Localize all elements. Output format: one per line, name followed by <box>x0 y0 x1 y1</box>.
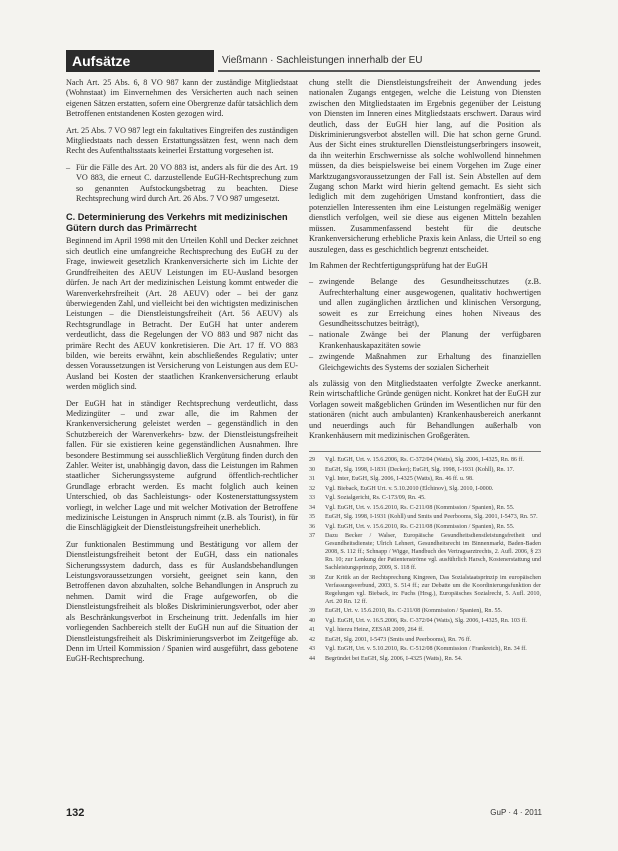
footnote-number: 35 <box>309 514 316 521</box>
footnote-text: Vgl. hierzu Heinz, ZESAR 2009, 264 ff. <box>325 627 424 634</box>
footnote-number: 42 <box>309 636 316 643</box>
footnote-text: Vgl. Bieback, EuGH Urt. v. 5.10.2010 (Elchinov), Slg. 2010, I-0000. <box>325 485 494 492</box>
footnote <box>309 523 541 531</box>
footnote-number: 31 <box>309 476 316 483</box>
right-column <box>309 78 541 664</box>
footnote <box>309 466 541 474</box>
footnote <box>309 456 541 464</box>
list-item: – zwingende Belange des Gesundheitsschutzes (z.B. Aufrechterhaltung einer ausgewogenen, qualitativ hochwertigen und allen zugänglichen ärztlichen und klinischen Versorgung, soweit es zur Erreichung eines hohen Niveaus des Gesundheitsschutzes beiträgt), <box>309 277 541 329</box>
footnote-text: Vgl. Sozialgericht, Rs. C-173/09, Rn. 45. <box>325 495 426 502</box>
page-number: 132 <box>66 807 85 819</box>
footnote-text: Vgl. EuGH, Urt. v. 15.6.2006, Rs. C-372/04 (Watts), Slg. 2006, I-4325, Rn. 86 ff. <box>325 457 524 464</box>
footnote <box>309 485 541 493</box>
paragraph: Der EuGH hat in ständiger Rechtsprechung verdeutlicht, dass Medizingüter – und zwar alle, die im Rahmen der Krankenversicherung geleistet werden – gegenständlich in den Schutzbereich der Warenverkehrs- bzw. der Dienstleistungsfreiheit fallen. Für sie existieren keine gegenständlichen Ausnahmen. Ihre besondere Bestimmung sei ausschließlich Vergütung finden durch den Zahler. Weiter ist, unabhängig davon, dass die Leistungen im Rahmen staatlicher Sicherungssysteme aufgrund öffentlich-rechtlicher Grundlage erbracht werden. Es macht folglich auch keinen Unterschied, ob das Sachleistungs- oder Kostenerstattungssystem vorliegt, in welcher Lage und mit welcher Motivation der Betroffene medizinische Leistungen in Anspruch nimmt (z.B. als Tourist), in für die Einschlägigkeit der Dienstleistungsfreiheit unerheblich. <box>66 398 298 533</box>
footnote <box>309 475 541 483</box>
footnote-number: 30 <box>309 466 316 473</box>
running-title: Vießmann · Sachleistungen innerhalb der EU <box>218 50 540 72</box>
footnote-number: 36 <box>309 523 316 530</box>
list-item: – nationale Zwänge bei der Planung der verfügbaren Krankenhauskapazitäten sowie <box>309 330 541 351</box>
footnote-number: 38 <box>309 574 316 581</box>
section-heading: C. Determinierung des Verkehrs mit medizinischen Gütern durch das Primärrecht <box>66 212 288 234</box>
footnote-text: Vgl. EuGH, Urt. v. 5.10.2010, Rs. C-512/08 (Kommission / Frankreich), Rn. 34 ff. <box>325 646 527 653</box>
footnote-number: 37 <box>309 533 316 540</box>
footnote-text: Vgl. EuGH, Urt. v. 15.6.2010, Rs. C-211/08 (Kommission / Spanien), Rn. 55. <box>325 504 515 511</box>
section-label: Aufsätze <box>66 50 214 72</box>
footnote-number: 41 <box>309 627 316 634</box>
footnote <box>309 504 541 512</box>
paragraph: als zulässig von den Mitgliedstaaten verfolgte Zwecke anerkannt. Rein wirtschaftliche Gründe genügen nicht. Konkret hat der EuGH zur Vorlagen soweit maßgeblichen Gründen im Wesentlichen nur für den stationären (nicht auch ambulanten) Krankenhausbereich anerkannt und neuerdings auch für Behandlungen außerhalb von Krankenhäusern mit medizinischen Großgeräten. <box>309 378 541 440</box>
footnote-text: Vgl. EuGH, Urt. v. 15.6.2010, Rs. C-211/08 (Kommission / Spanien), Rn. 55. <box>325 523 515 530</box>
footnote-number: 32 <box>309 485 316 492</box>
footnote-text: Vgl. EuGH, Urt. v. 16.5.2006, Rs. C-372/04 (Watts), Slg. 2006, I-4325, Rn. 103 ff. <box>325 617 527 624</box>
paragraph: Zur funktionalen Bestimmung und Bestätigung vor allem der Dienstleistungsfreiheit betont der EuGH, dass ein nationales Sicherungssystem dadurch, dass es für Auslandsbehandlungen Leistungsvoraussetzungen vorsieht, geeignet sein kann, den Betroffenen davon abzuhalten, solche Behandlungen in Anspruch zu nehmen. Damit wird die Frage aufgeworfen, ob die Dienstleistungsfreiheit als bloßes Diskriminierungsverbot, oder aber als Beschränkungsverbot in Erscheinung tritt. Jedenfalls im hier vorliegenden Sachbereich stellt der EuGH nun auf die Situation der Dienstleistungsfreiheit als Diskriminierungsverbot im Zeitgefüge ab. Denn im Urteil Kommission / Spanien wird ausgeführt, dass gebotene EuGH-Rechtsprechung. <box>66 539 298 664</box>
footnote-number: 44 <box>309 655 316 662</box>
footnote-text: EuGH, Slg. 1998, I-1831 (Decker); EuGH, Slg. 1998, I-1931 (Kohll), Rn. 17. <box>325 466 515 473</box>
footnote-text: Dazu Becker / Walser, Europäische Gesundheitsdienstleistungsfreiheit und Gesundheitsdienste; Ulrich Lehnert, Gesundheitsrecht im Binnenmarkt, Baden-Baden 2008, S. 112 ff.; Schnapp / Wigge, Handbuch des Vertragsarztrechts, 2. Aufl. 2006, § 23 Rn. 10; zur Lenkung der Patientenströme vgl. ausführlich Harsch, Kostenerstattung und Sachleistungsprinzip, 2009, S. 118 ff. <box>325 533 541 572</box>
footnote <box>309 617 541 625</box>
footnote-separator <box>309 451 541 452</box>
footnote <box>309 494 541 502</box>
list-item: – Für die Fälle des Art. 20 VO 883 ist, anders als für die des Art. 19 VO 883, die erneut C. darzustellende EuGH-Rechtsprechung zum so genannten Aufstockungsbetrag zu beachten. Diese Rechtsprechung wird durch Art. 26 Abs. 7 VO 987 umgesetzt. <box>66 163 298 205</box>
footnote-text: Vgl. Inter, EuGH, Slg. 2006, I-4325 (Watts), Rn. 46 ff. u. 98. <box>325 476 474 483</box>
footnote-text: EuGH, Slg. 2001, I-5473 (Smits und Peerbooms), Rn. 76 ff. <box>325 636 472 643</box>
footnote-text: EuGH, Slg. 1998, I-1931 (Kohll) und Smits und Peerbooms, Slg. 2001, I-5473, Rn. 57. <box>325 514 538 521</box>
paragraph: Art. 25 Abs. 7 VO 987 legt ein fakultatives Eingreifen des zuständigen Mitgliedstaats nach dessen Erstattungssätzen fest, wenn nach dem Recht des Aufenthaltsstaats keinerlei Erstattung vorgesehen ist. <box>66 125 298 156</box>
left-column <box>66 78 298 671</box>
paragraph: Nach Art. 25 Abs. 6, 8 VO 987 kann der zuständige Mitgliedstaat (Wohnstaat) im Einvernehmen des Versicherten auch nach seinen eigenen Sätzen erstatten, sofern eine Obergrenze dafür tatsächlich dem Betroffenen entstandenen Kosten gezogen wird. <box>66 78 298 119</box>
footnote-number: 34 <box>309 504 316 511</box>
footnote-text: Zur Kritik an der Rechtsprechung Kingreen, Das Sozialstaatsprinzip im europäischen Verfassungsverbund, 2003, S. 514 ff.; zur Debatte um die Koordinierungsfunktion der Regelungen vgl. Bieback, in: Fuchs (Hrsg.), Europäisches Sozialrecht, 5. Aufl. 2010, Art. 20 Rn. 12 ff. <box>325 574 541 605</box>
list-item: – zwingende Maßnahmen zur Erhaltung des finanziellen Gleichgewichts des Systems der sozialen Sicherheit <box>309 352 541 373</box>
footnote <box>309 574 541 606</box>
journal-reference: GuP · 4 · 2011 <box>490 808 542 817</box>
footnote-number: 40 <box>309 617 316 624</box>
justification-list <box>309 277 541 373</box>
footnote-number: 33 <box>309 495 316 502</box>
footnote-number: 39 <box>309 608 316 615</box>
paragraph: Beginnend im April 1998 mit den Urteilen Kohll und Decker zeichnet sich deutlich eine umfangreiche Rechtsprechung des EuGH zu der Frage, inwieweit gesetzlich Krankenversicherte sich im Lichte der Grundfreiheiten des AEUV Leistungen im EU-Ausland besorgen dürfen. Je nach Art der medizinischen Leistung kommt entweder die Warenverkehrsfreiheit (Art. 28 AEUV) oder – bei der ganz überwiegenden Zahl, und vielleicht bei den wichtigsten medizinischen Leistungen – die Dienstleistungsfreiheit (Art. 56 AEUV) als Rechtsgrundlage in Betracht. Der EuGH hat unter anderem verdeutlicht, dass die Regelungen der VO 883 und 987 nicht das primäre Recht des AEUV konkretisieren. Die Art. 17 ff. VO 883 bilden, wie bereits erwähnt, kein abschließendes Regulativ; unter dessen Voraussetzungen ist Versicherung von Leistungen aus dem EU-Ausland bei Kosten der staatlichen Krankenversicherung erlaubt werden möglich sind. <box>66 236 298 392</box>
footnote-number: 29 <box>309 457 316 464</box>
paragraph: Im Rahmen der Rechtfertigungsprüfung hat der EuGH <box>309 260 488 270</box>
footnote <box>309 645 541 653</box>
footnote <box>309 655 541 663</box>
footnote <box>309 513 541 521</box>
footnote-text: Begründet bei EuGH, Slg. 2006, I-4325 (Watts), Rn. 54. <box>325 655 463 662</box>
footnotes <box>309 456 541 663</box>
footnote <box>309 626 541 634</box>
bullet-list <box>66 163 298 205</box>
footnote-text: EuGH, Urt. v. 15.6.2010, Rs. C-211/08 (Kommission / Spanien), Rn. 55. <box>325 608 503 615</box>
footnote-number: 43 <box>309 646 316 653</box>
footnote <box>309 636 541 644</box>
footnote <box>309 532 541 572</box>
footnote <box>309 607 541 615</box>
paragraph: chung stellt die Dienstleistungsfreiheit der Anwendung jedes nationalen Zugangs entgegen, welche die Leistung von Diensten zwischen den Mitgliedstaaten im Ergebnis gegenüber der Leistung von Diensten im Inneren eines Mitgliedstaats erschwert. Daraus wird deutlich, dass der EuGH hier lang, auf die Position als Diskriminierungsverbot abstellen will. Die hat schon gerne Grund. Aus der Sicht eines strukturellen Dienstleistungserbringers insoweit, da ihn weiterhin Erschwernisse als solche wohlwollend hinnehmen müssen, da dies beispielsweise bei einem Vorgehen im Zuge einer Marktzugangsvoraussetzungen der Fall ist. Sein Abstellen auf dem Zugang schon Markt wird hierin geltend gemacht. Es sieht sich lediglich mit dem zugehörigen Umstand konfrontiert, dass die potenziellen Interessenten ihm eine Leistungen regelmäßig weniger dienstlich verfolgen, weil sie diese aus eigenen Mitteln bezahlen müssen. Zusammenfassend besteht für die deutsche Krankenversicherung erhebliche Praxis kein Anlass, die Urteil so eng auszulegen, dass es geschichtlich begrenzt entscheidet. <box>309 78 541 254</box>
